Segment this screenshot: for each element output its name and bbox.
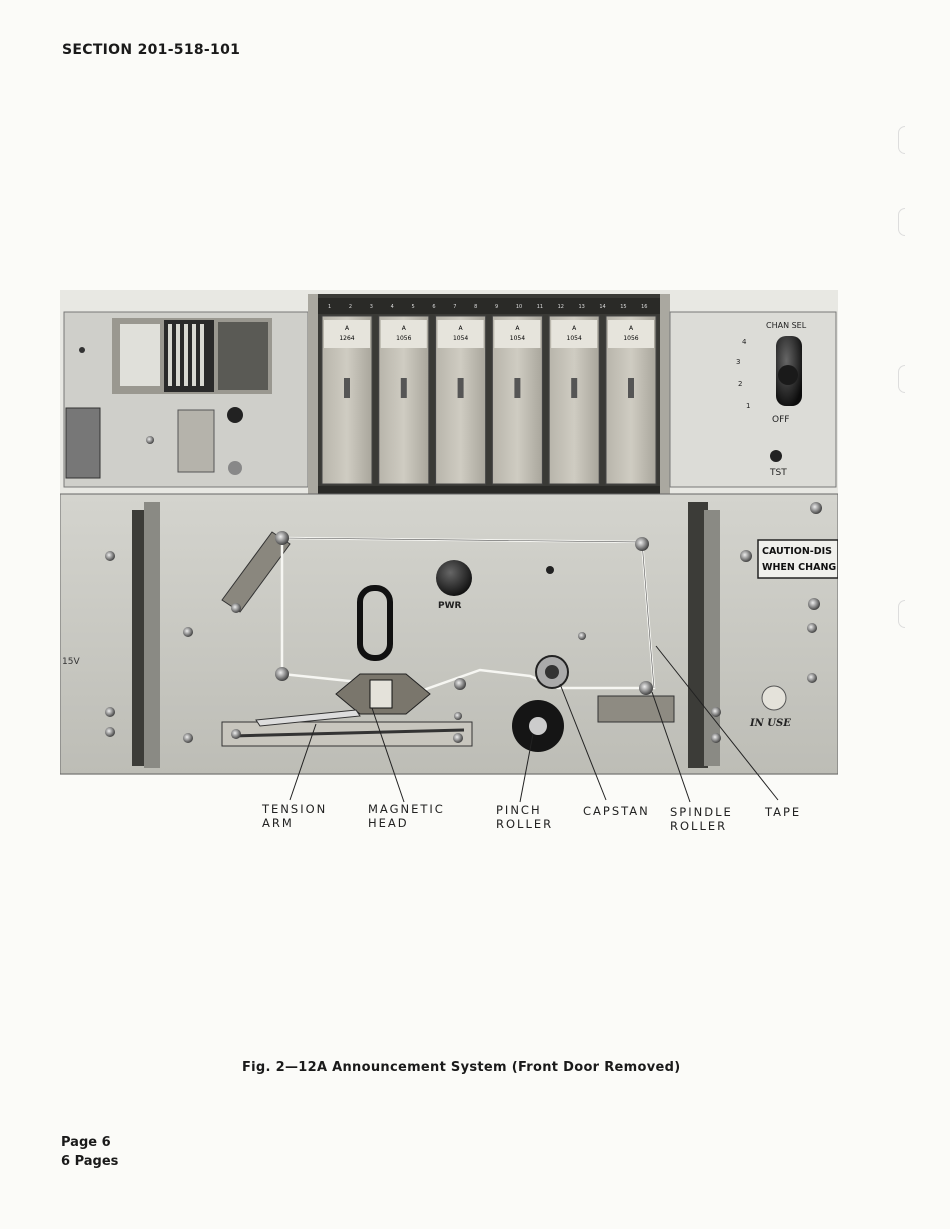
equipment-photo: [60, 290, 838, 775]
slot-number: 3: [369, 304, 373, 310]
slot-number: 10: [515, 304, 523, 310]
slot-number: 8: [474, 304, 478, 310]
card-code: 1056: [396, 335, 412, 342]
slot-number: 6: [432, 304, 436, 310]
rack-card: [436, 316, 486, 484]
position-1: 1: [746, 402, 751, 410]
slot-number: 12: [557, 304, 564, 310]
position-4: 4: [742, 338, 747, 346]
chan-sel-label: CHAN SEL: [766, 321, 807, 330]
card-tag: A: [628, 325, 634, 332]
in-use-label: IN USE: [750, 718, 791, 729]
slot-number: 15: [620, 304, 627, 310]
callout-magnetic-head: MAGNETIC HEAD: [368, 802, 445, 830]
slot-number: 16: [641, 304, 648, 310]
position-2: 2: [738, 380, 743, 388]
margin-mark: [898, 208, 905, 236]
tst-label: TST: [770, 468, 787, 478]
slot-number: 14: [599, 304, 606, 310]
rack-card: [492, 316, 542, 484]
position-3: 3: [736, 358, 741, 366]
card-code: 1264: [339, 335, 355, 342]
page-count: 6 Pages: [61, 1154, 119, 1169]
page-number: Page 6: [61, 1135, 111, 1150]
margin-mark: [898, 365, 905, 393]
pwr-label: PWR: [438, 601, 462, 611]
off-label: OFF: [772, 415, 790, 425]
margin-mark: [898, 126, 905, 154]
page-footer: [61, 1133, 118, 1171]
slot-number: 2: [348, 304, 353, 310]
card-tag: A: [401, 325, 406, 332]
callout-spindle-roller: SPINDLE ROLLER: [670, 805, 733, 833]
rack-card: [549, 316, 599, 484]
card-code: 1054: [566, 335, 582, 342]
rack-card: [379, 316, 429, 484]
callout-pinch-roller: PINCH ROLLER: [496, 803, 554, 831]
card-code: 1056: [623, 335, 639, 342]
callout-tension-arm: TENSION ARM: [262, 802, 328, 830]
caution-line2: WHEN CHANG: [762, 562, 837, 573]
section-header: SECTION 201-518-101: [62, 42, 241, 58]
card-tag: A: [344, 325, 350, 332]
rack-card: [322, 316, 372, 484]
slot-number: 5: [411, 304, 415, 310]
margin-mark: [898, 600, 905, 628]
caution-line1: CAUTION-DIS: [762, 546, 832, 557]
slot-number: 9: [495, 304, 499, 310]
rack-card: [606, 316, 656, 484]
slot-number: 1: [328, 304, 332, 310]
card-tag: A: [515, 325, 520, 332]
slot-number: 13: [578, 304, 585, 310]
slot-number: 4: [390, 304, 394, 310]
card-code: 1054: [452, 335, 469, 342]
slot-number: 11: [536, 304, 544, 310]
voltage-label: 15V: [62, 657, 80, 667]
figure-caption: Fig. 2—12A Announcement System (Front Door Removed): [242, 1060, 681, 1075]
slot-number: 7: [453, 304, 457, 310]
card-tag: A: [458, 325, 463, 332]
callout-capstan: CAPSTAN: [583, 804, 650, 818]
callout-tape: TAPE: [765, 805, 802, 819]
card-tag: A: [572, 325, 577, 332]
card-code: 1054: [509, 335, 526, 342]
